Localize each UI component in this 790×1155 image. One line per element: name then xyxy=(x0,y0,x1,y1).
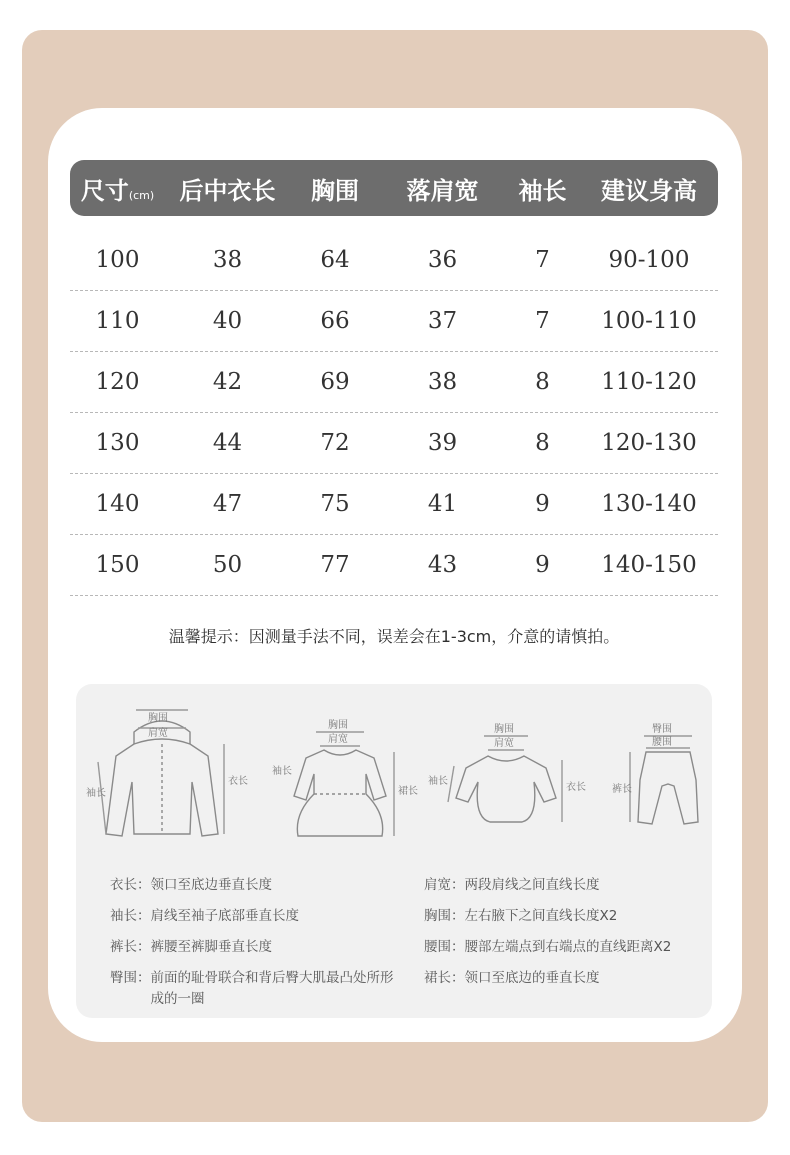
table-row xyxy=(70,474,718,535)
table-row xyxy=(70,535,718,596)
cell-chest: 69 xyxy=(320,369,350,395)
table-row xyxy=(70,413,718,474)
header-back-length: 后中衣长 xyxy=(179,176,276,205)
table-row xyxy=(70,291,718,352)
header-size: 尺寸(cm) xyxy=(80,176,155,205)
cell-back-length: 38 xyxy=(212,247,243,273)
cell-chest: 72 xyxy=(320,430,350,456)
cell-sleeve: 7 xyxy=(535,247,550,273)
cell-height: 130-140 xyxy=(601,491,697,517)
jacket-chest-label: 胸围 xyxy=(148,713,168,724)
dress-shoulder-label: 肩宽 xyxy=(328,734,348,745)
cell-back-length: 44 xyxy=(212,430,243,456)
cell-sleeve: 9 xyxy=(535,552,550,578)
cell-shoulder: 37 xyxy=(427,308,458,334)
size-table-body xyxy=(70,230,718,596)
cell-chest: 66 xyxy=(320,308,350,334)
cell-size: 100 xyxy=(95,247,140,273)
cell-sleeve: 8 xyxy=(535,430,550,456)
pants-length-label: 裤长 xyxy=(612,784,632,795)
cell-shoulder: 41 xyxy=(427,491,458,517)
cell-size: 110 xyxy=(95,308,140,334)
pants-waist-label: 腰围 xyxy=(652,737,672,748)
definition-item: 胸围： 左右腋下之间直线长度X2 xyxy=(424,908,618,924)
cell-height: 100-110 xyxy=(601,308,697,334)
cell-size: 150 xyxy=(95,552,140,578)
jacket-shoulder-label: 肩宽 xyxy=(148,728,168,739)
size-table-header xyxy=(70,160,718,216)
cell-shoulder: 39 xyxy=(427,430,458,456)
cell-sleeve: 8 xyxy=(535,369,550,395)
cell-shoulder: 38 xyxy=(427,369,458,395)
header-shoulder: 落肩宽 xyxy=(406,176,479,205)
cell-shoulder: 36 xyxy=(427,247,458,273)
romper-length-label: 衣长 xyxy=(566,782,586,793)
cell-height: 110-120 xyxy=(601,369,697,395)
pants-hip-label: 臀围 xyxy=(652,724,672,735)
cell-sleeve: 9 xyxy=(535,491,550,517)
dress-sleeve-label: 袖长 xyxy=(272,766,292,777)
cell-chest: 77 xyxy=(320,552,350,578)
definition-item: 肩宽： 两段肩线之间直线长度 xyxy=(424,877,600,893)
cell-back-length: 42 xyxy=(212,369,243,395)
cell-height: 140-150 xyxy=(601,552,697,578)
romper-chest-label: 胸围 xyxy=(494,724,514,735)
cell-height: 120-130 xyxy=(601,430,697,456)
jacket-length-label: 衣长 xyxy=(228,776,248,787)
romper-shoulder-label: 肩宽 xyxy=(494,738,514,749)
garment-illustrations xyxy=(76,684,712,854)
header-chest: 胸围 xyxy=(311,176,359,205)
cell-chest: 64 xyxy=(320,247,350,273)
header-height: 建议身高 xyxy=(601,176,697,205)
definition-item: 衣长： 领口至底边垂直长度 xyxy=(110,877,272,893)
dress-length-label: 裙长 xyxy=(398,786,418,797)
cell-back-length: 40 xyxy=(212,308,243,334)
jacket-sleeve-label: 袖长 xyxy=(86,788,106,799)
dress-icon xyxy=(294,732,394,836)
definition-item: 腰围： 腰部左端点到右端点的直线距离X2 xyxy=(424,939,672,955)
cell-size: 130 xyxy=(95,430,140,456)
cell-size: 120 xyxy=(95,369,140,395)
cell-back-length: 47 xyxy=(212,491,243,517)
measurement-guide xyxy=(76,684,712,1018)
definitions-left xyxy=(110,870,410,1010)
cell-sleeve: 7 xyxy=(535,308,550,334)
header-sleeve: 袖长 xyxy=(518,176,567,205)
definition-item: 袖长： 肩线至袖子底部垂直长度 xyxy=(110,908,299,924)
table-row xyxy=(70,230,718,291)
dress-chest-label: 胸围 xyxy=(328,720,348,731)
cell-size: 140 xyxy=(95,491,140,517)
measurement-note: 温馨提示：因测量手法不同，误差会在1-3cm，介意的请慎拍。 xyxy=(168,627,620,646)
cell-height: 90-100 xyxy=(608,247,690,273)
pants-icon xyxy=(630,736,698,824)
cell-back-length: 50 xyxy=(212,552,243,578)
definition-item: 裤长： 裤腰至裤脚垂直长度 xyxy=(110,939,272,955)
romper-sleeve-label: 袖长 xyxy=(428,776,448,787)
cell-shoulder: 43 xyxy=(427,552,458,578)
definitions-right xyxy=(424,870,714,994)
table-row xyxy=(70,352,718,413)
definition-item: 裙长： 领口至底边的垂直长度 xyxy=(424,970,600,986)
definition-item: 臀围： 前面的耻骨联合和背后臀大肌最凸处所形成的一圈 xyxy=(110,970,394,1007)
cell-chest: 75 xyxy=(320,491,350,517)
